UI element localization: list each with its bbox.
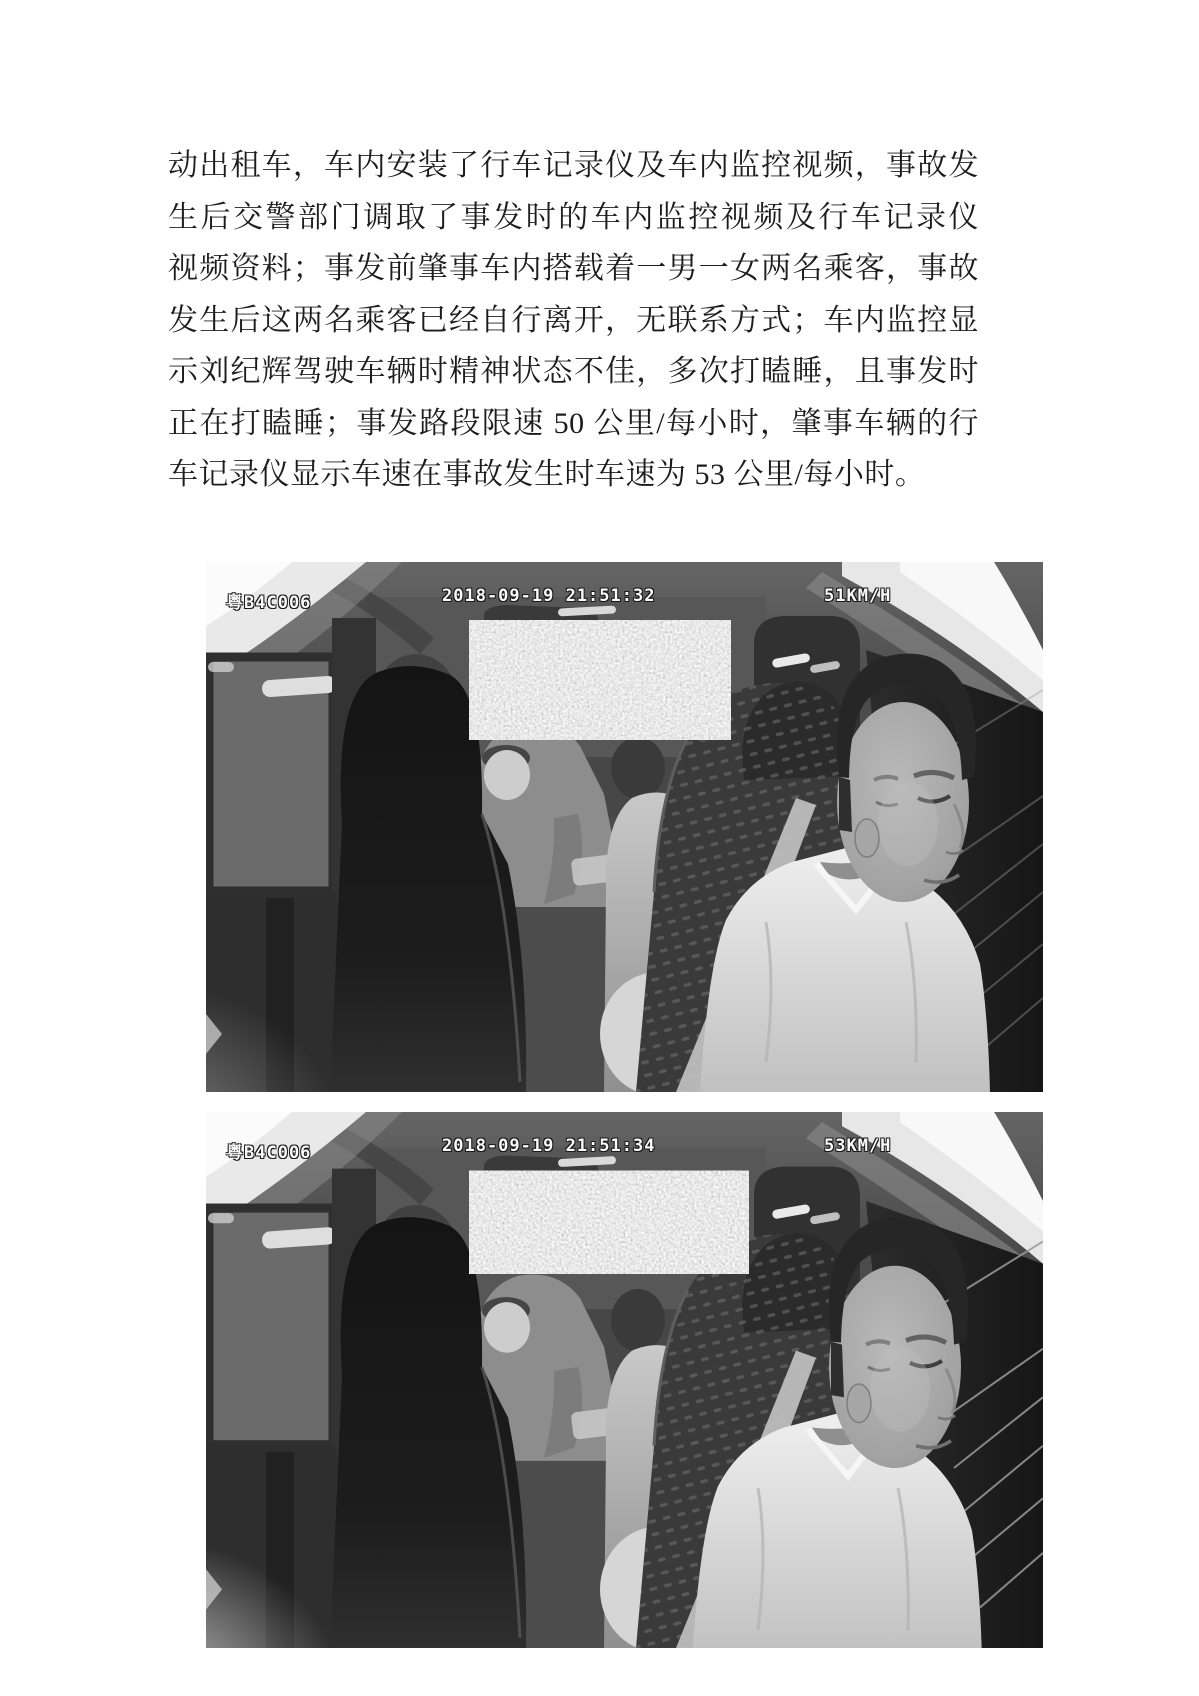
privacy-noise-block xyxy=(469,1171,749,1274)
driver-ear xyxy=(855,819,879,857)
paragraph-line: 生后交警部门调取了事发时的车内监控视频及行车记录仪 xyxy=(168,200,979,234)
license-plate-osd: 粤B4C006 xyxy=(226,593,312,613)
body-paragraph xyxy=(168,140,979,501)
speed-osd: 53KM/H xyxy=(824,1136,892,1156)
speed-osd: 51KM/H xyxy=(824,586,892,606)
paragraph-line: 示刘纪辉驾驶车辆时精神状态不佳，多次打瞌睡，且事发时 xyxy=(168,355,979,388)
timestamp-osd: 2018-09-19 21:51:34 xyxy=(442,1136,656,1156)
driver-ear xyxy=(847,1384,871,1422)
privacy-noise-block xyxy=(469,620,731,740)
car-interior-scene xyxy=(206,1112,1043,1648)
timestamp-osd: 2018-09-19 21:51:32 xyxy=(442,586,656,606)
paragraph-line: 动出租车，车内安装了行车记录仪及车内监控视频，事故发 xyxy=(168,149,979,182)
car-interior-scene xyxy=(206,562,1043,1092)
photo-scene xyxy=(206,1112,1043,1648)
surveillance-photo-1 xyxy=(206,562,1043,1092)
paragraph-line: 视频资料；事发前肇事车内搭载着一男一女两名乘客，事故 xyxy=(168,252,979,285)
photo-scene xyxy=(206,562,1043,1092)
surveillance-photo-2 xyxy=(206,1112,1043,1648)
license-plate-osd: 粤B4C006 xyxy=(226,1143,312,1163)
paragraph-line: 车记录仪显示车速在事故发生时车速为 53 公里/每小时。 xyxy=(168,458,926,491)
paragraph-line: 发生后这两名乘客已经自行离开，无联系方式；车内监控显 xyxy=(168,303,979,337)
paragraph-line: 正在打瞌睡；事发路段限速 50 公里/每小时，肇事车辆的行 xyxy=(168,406,979,440)
